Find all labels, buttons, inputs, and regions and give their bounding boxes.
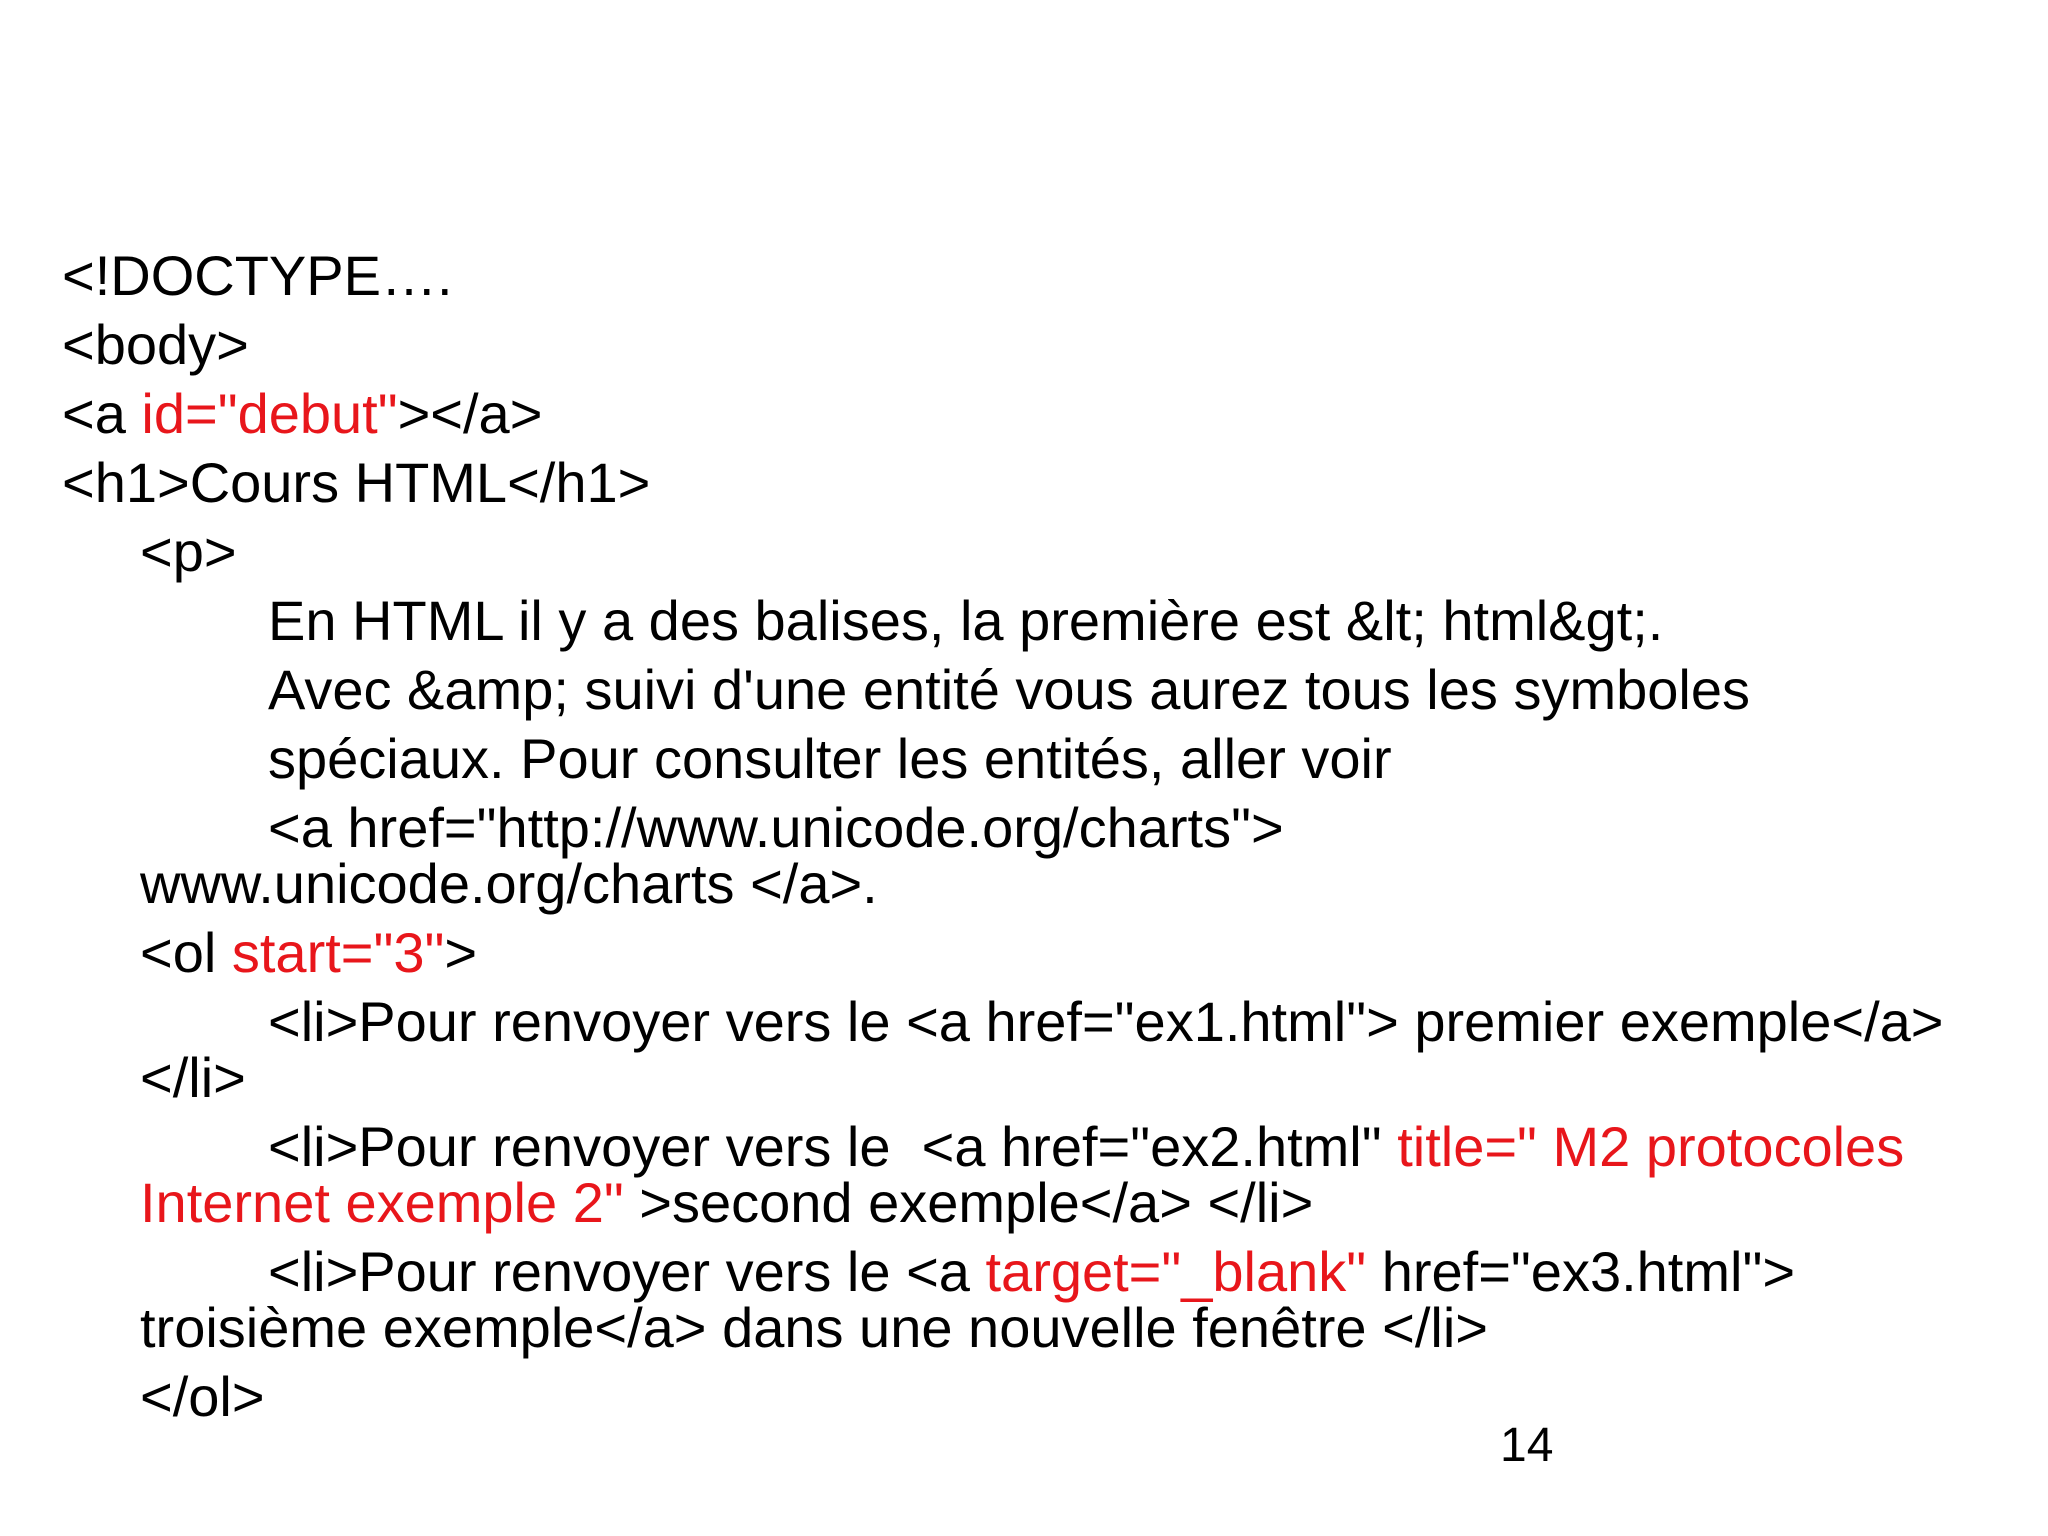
code-text: <!DOCTYPE….: [62, 244, 453, 307]
code-line: [268, 796, 1284, 860]
code-text: <a: [62, 382, 142, 445]
code-line: [268, 1115, 1904, 1179]
code-text: >: [444, 921, 478, 984]
code-line: [62, 313, 249, 377]
code-line: [268, 1240, 1795, 1304]
code-text: <li>Pour renvoyer vers le <a: [268, 1240, 986, 1303]
code-line: [268, 658, 1750, 722]
code-text: <p>: [140, 520, 237, 583]
code-text: <body>: [62, 313, 249, 376]
code-text: En HTML il y a des balises, la première est &lt; html&gt;.: [268, 589, 1664, 652]
code-attribute-highlight: start="3": [231, 921, 445, 984]
code-line: [62, 451, 650, 515]
code-text: <ol: [140, 921, 232, 984]
code-text: >second exemple</a> </li>: [623, 1171, 1314, 1234]
code-line: [268, 589, 1663, 653]
code-text: Avec &amp; suivi d'une entité vous aurez tous les symboles: [268, 658, 1750, 721]
code-text: href="ex3.html">: [1366, 1240, 1796, 1303]
code-attribute-highlight: id="debut": [141, 382, 398, 445]
code-text: troisième exemple</a> dans une nouvelle fenêtre </li>: [140, 1296, 1488, 1359]
code-line: [140, 852, 878, 916]
code-line: [140, 520, 237, 584]
code-text: <h1>Cours HTML</h1>: [62, 451, 651, 514]
code-line: [62, 382, 542, 446]
code-text: spéciaux. Pour consulter les entités, aller voir: [268, 727, 1392, 790]
code-line: [268, 727, 1392, 791]
code-line: [140, 1365, 265, 1429]
code-line: [140, 1296, 1488, 1360]
code-text: </ol>: [140, 1365, 265, 1428]
code-text: ></a>: [397, 382, 543, 445]
code-text: <li>Pour renvoyer vers le <a href="ex2.html": [268, 1115, 1398, 1178]
code-attribute-highlight: target="_blank": [985, 1240, 1367, 1303]
code-line: [140, 921, 477, 985]
code-text: <a href="http://www.unicode.org/charts">: [268, 796, 1284, 859]
code-line: [268, 990, 1944, 1054]
code-line: [140, 1046, 246, 1110]
code-line: [140, 1171, 1313, 1235]
code-attribute-highlight: title=" M2 protocoles: [1397, 1115, 1905, 1178]
code-text: <li>Pour renvoyer vers le <a href="ex1.html"> premier exemple</a>: [268, 990, 1944, 1053]
code-text: www.unicode.org/charts </a>.: [140, 852, 878, 915]
code-attribute-highlight: Internet exemple 2": [140, 1171, 624, 1234]
page-number: 14: [1500, 1419, 1554, 1472]
code-line: [62, 244, 453, 308]
code-text: </li>: [140, 1046, 246, 1109]
